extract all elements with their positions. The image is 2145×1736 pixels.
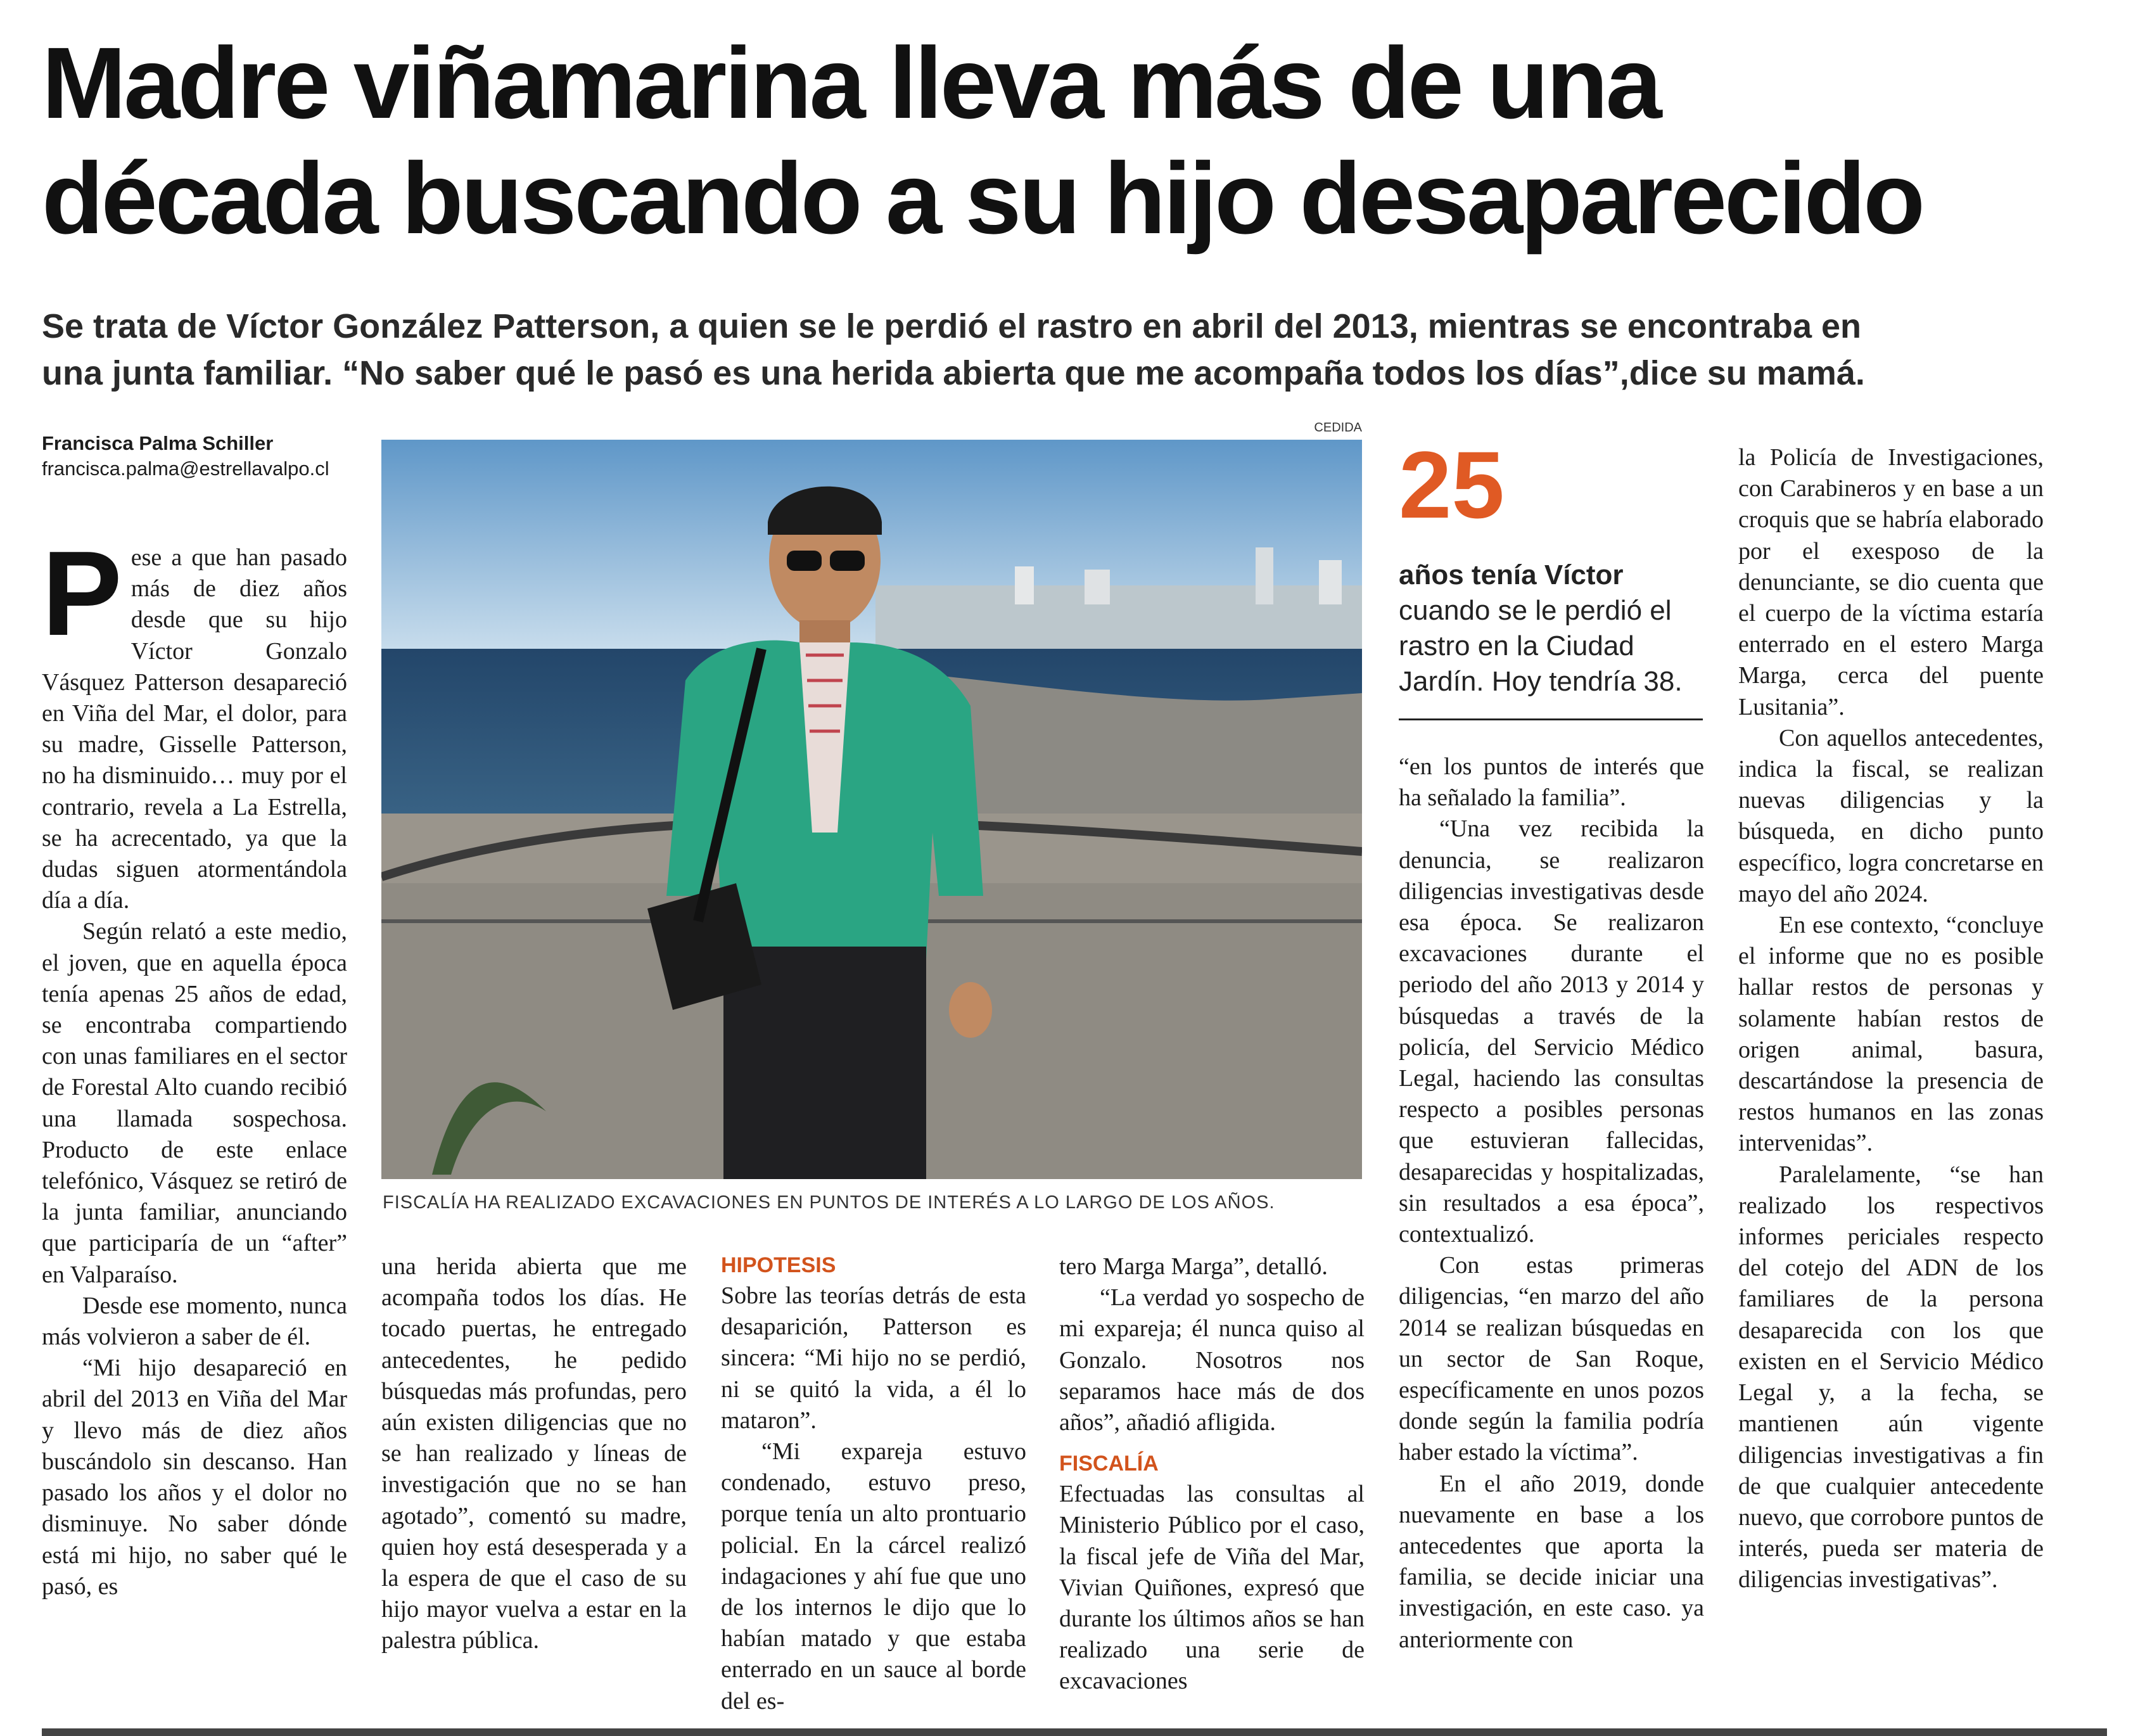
article-paragraph: “en los puntos de interés que ha señalado la familia”.	[1399, 753, 1704, 812]
article-paragraph: Con aquellos antecedentes, indica la fiscal, se realizan nuevas diligencias y la búsqueda, en dicho punto específico, logra concretarse en mayo del año 2024.	[1738, 724, 2044, 907]
article-paragraph: Con estas primeras diligencias, “en marzo del año 2014 se realizan búsquedas en un sector de San Roque, específicamente en unos pozos donde según la familia podría haber estado la víctima”.	[1399, 1252, 1704, 1466]
article-paragraph: Según relató a este medio, el joven, que en aquella época tenía apenas 25 años de edad, se encontraba compartiendo con unas familiares en el sector de Forestal Alto cuando recibió una llamada sospechosa. Producto de este enlace telefónico, Vásquez se retiró de la junta familiar, anunciando que participaría de un “after” en Valparaíso.	[42, 918, 347, 1288]
article-column-1	[42, 527, 347, 1602]
dropcap: P	[42, 527, 122, 661]
article-column-5	[1399, 751, 1704, 1656]
article-paragraph: tero Marga Marga”, detalló.	[1059, 1253, 1328, 1280]
article-paragraph	[42, 527, 347, 916]
headline-line-1: Madre viñamarina lleva más de una	[42, 26, 1660, 139]
fact-number: 25	[1399, 431, 1505, 538]
article-column-3	[721, 1251, 1026, 1717]
photo-illustration	[381, 440, 1362, 1179]
deck-subtitle	[42, 303, 2107, 397]
photo-caption: FISCALÍA HA REALIZADO EXCAVACIONES EN PUNTOS DE INTERÉS A LO LARGO DE LOS AÑOS.	[383, 1192, 1275, 1213]
article-paragraph: En ese contexto, “concluye el informe que no es posible hallar restos de personas y solamente habían restos de origen animal, basura, descartándose la presencia de restos humanos en las zonas intervenidas”.	[1738, 912, 2044, 1157]
fact-text: cuando se le perdió el rastro en la Ciudad Jardín. Hoy tendría 38.	[1399, 595, 1683, 697]
article-paragraph: una herida abierta que me acompaña todos los días. He tocado puertas, he entregado antecedentes, he pedido búsquedas más profundas, pero aún existen diligencias que no se han realizado y líneas de investigación que no se han agotado”, comentó su madre, quien hoy está desesperada y a la espera de que el caso de su hijo mayor vuelva a estar en la palestra pública.	[381, 1253, 687, 1654]
article-paragraph: “Mi hijo desapareció en abril del 2013 en Viña del Mar y llevo más de diez años buscándolo sin descanso. Han pasado los años y el dolor no disminuye. No saber dónde está mi hijo, no saber qué le pasó, es	[42, 1355, 347, 1600]
section-subhead-hipotesis: HIPOTESIS	[721, 1253, 836, 1277]
fact-divider	[1399, 718, 1703, 720]
article-paragraph: “Mi expareja estuvo condenado, estuvo preso, porque tenía un alto prontuario policial. En la cárcel realizó indagaciones y ahí fue que uno de los internos le dijo que lo habían matado y que estaba enterrado en un sauce al borde del es-	[721, 1438, 1026, 1714]
byline	[42, 431, 346, 482]
byline-author: Francisca Palma Schiller	[42, 432, 274, 454]
article-photo	[381, 440, 1362, 1179]
bottom-rule	[42, 1728, 2107, 1736]
article-paragraph: la Policía de Investigaciones, con Carabineros y en base a un croquis que se habría elaborado por el exesposo de la denunciante, se dio cuenta que el cuerpo de la víctima estaría enterrado en el estero Marga Marga, cerca del puente Lusitania”.	[1738, 444, 2044, 720]
headline-line-2: década buscando a su hijo desaparecido	[42, 141, 1923, 255]
deck-line-2: una junta familiar. “No saber qué le pasó es una herida abierta que me acompaña todos los días”,dice su mamá.	[42, 354, 1865, 392]
article-column-4	[1059, 1251, 1365, 1697]
photo-credit: CEDIDA	[1314, 421, 1362, 435]
article-paragraph: “Una vez recibida la denuncia, se realizaron diligencias investigativas desde esa época. Se realizaron excavaciones durante el periodo del año 2013 y 2014 y búsquedas a través de la policía, del Servicio Médico Legal, haciendo las consultas respecto a posibles personas que estuvieran fallecidas, desaparecidas y hospitalizadas, sin resultados a esa época”, contextualizó.	[1399, 815, 1704, 1248]
article-paragraph: En el año 2019, donde nuevamente en base a los antecedentes que aporta la familia, se decide iniciar una investigación, en este caso. ya anteriormente con	[1399, 1470, 1704, 1653]
article-paragraph: Paralelamente, “se han realizado los respectivos informes periciales respecto del cotejo del ADN de los familiares de la persona desaparecida con los que existen en el Servicio Médico Legal y, a la fecha, se mantienen aún vigente diligencias investigativas a fin de que cualquier antecedente nuevo, que corrobore puntos de interés, pueda ser materia de diligencias investigativas”.	[1738, 1161, 2044, 1593]
article-column-2	[381, 1251, 687, 1657]
headline	[42, 25, 2107, 256]
section-subhead-fiscalia: FISCALÍA	[1059, 1452, 1159, 1476]
article-paragraph: “La verdad yo sospecho de mi expareja; él nunca quiso al Gonzalo. Nosotros nos separamos hace más de dos años”, añadió afligida.	[1059, 1284, 1365, 1436]
paragraph-text: ese a que han pasado más de diez años desde que su hijo Víctor Gonzalo Vásquez Patterson desapareció en Viña del Mar, el dolor, para su madre, Gisselle Patterson, no ha disminuido… muy por el contrario, revela a La Estrella, se ha acrecentado, ya que la dudas siguen atormentándola día a día.	[42, 544, 347, 914]
byline-email: francisca.palma@estrellavalpo.cl	[42, 457, 329, 480]
article-paragraph: Desde ese momento, nunca más volvieron a saber de él.	[42, 1292, 347, 1351]
article-paragraph: Sobre las teorías detrás de esta desaparición, Patterson es sincera: “Mi hijo no se perdió, ni se quitó la vida, a él lo mataron”.	[721, 1282, 1026, 1434]
article-paragraph: Efectuadas las consultas al Ministerio Público por el caso, la fiscal jefe de Viña del Mar, Vivian Quiñones, expresó que durante los últimos años se han realizado una serie de excavaciones	[1059, 1481, 1365, 1695]
fact-box	[1399, 558, 1703, 699]
fact-lead: años tenía Víctor	[1399, 559, 1624, 590]
article-column-6	[1738, 442, 2044, 1596]
deck-line-1: Se trata de Víctor González Patterson, a quien se le perdió el rastro en abril del 2013, mientras se encontraba en	[42, 307, 1861, 345]
